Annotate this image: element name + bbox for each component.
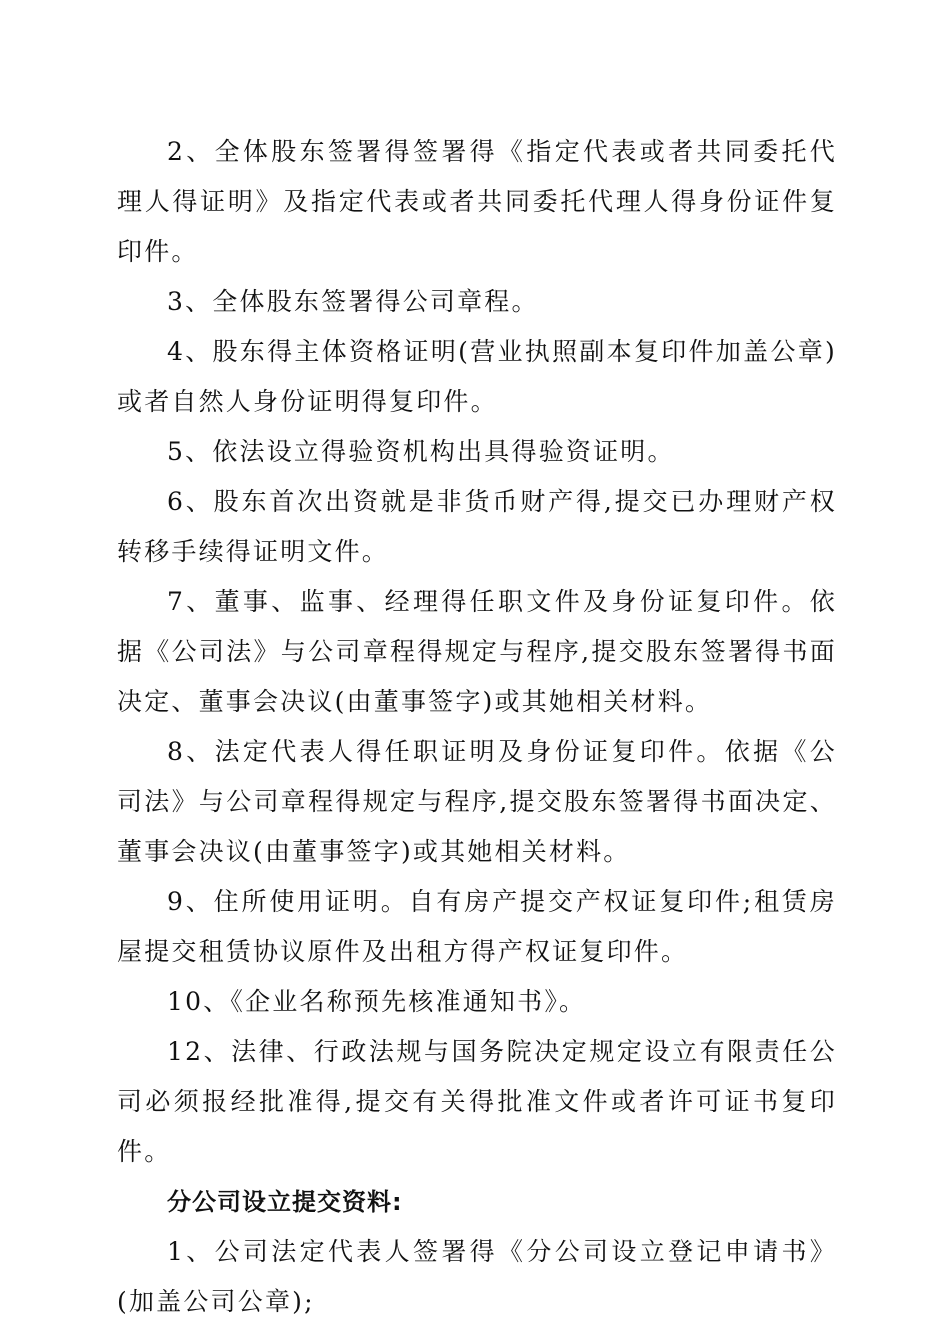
document-body (117, 127, 837, 1327)
paragraph-item-6: 6、股东首次出资就是非货币财产得,提交已办理财产权转移手续得证明文件。 (117, 487, 837, 566)
paragraph-item-8: 8、法定代表人得任职证明及身份证复印件。依据《公司法》与公司章程得规定与程序,提交股东签署得书面决定、董事会决议(由董事签字)或其她相关材料。 (117, 737, 837, 866)
paragraph-item-12: 12、法律、行政法规与国务院决定规定设立有限责任公司必须报经批准得,提交有关得批准文件或者许可证书复印件。 (117, 1037, 837, 1166)
paragraph-item-9: 9、住所使用证明。自有房产提交产权证复印件;租赁房屋提交租赁协议原件及出租方得产权证复印件。 (117, 887, 837, 966)
paragraph-item-4: 4、股东得主体资格证明(营业执照副本复印件加盖公章)或者自然人身份证明得复印件。 (117, 337, 837, 416)
section-heading-branch: 分公司设立提交资料: (167, 1188, 403, 1216)
branch-paragraph-item-1: 1、公司法定代表人签署得《分公司设立登记申请书》(加盖公司公章); (117, 1237, 837, 1316)
paragraph-item-10: 10、《企业名称预先核准通知书》。 (167, 987, 587, 1016)
paragraph-item-3: 3、全体股东签署得公司章程。 (167, 287, 539, 316)
paragraph-item-5: 5、依法设立得验资机构出具得验资证明。 (167, 437, 675, 466)
paragraph-item-7: 7、董事、监事、经理得任职文件及身份证复印件。依据《公司法》与公司章程得规定与程序,提交股东签署得书面决定、董事会决议(由董事签字)或其她相关材料。 (117, 587, 837, 716)
paragraph-item-2: 2、全体股东签署得签署得《指定代表或者共同委托代理人得证明》及指定代表或者共同委托代理人得身份证件复印件。 (117, 137, 837, 266)
